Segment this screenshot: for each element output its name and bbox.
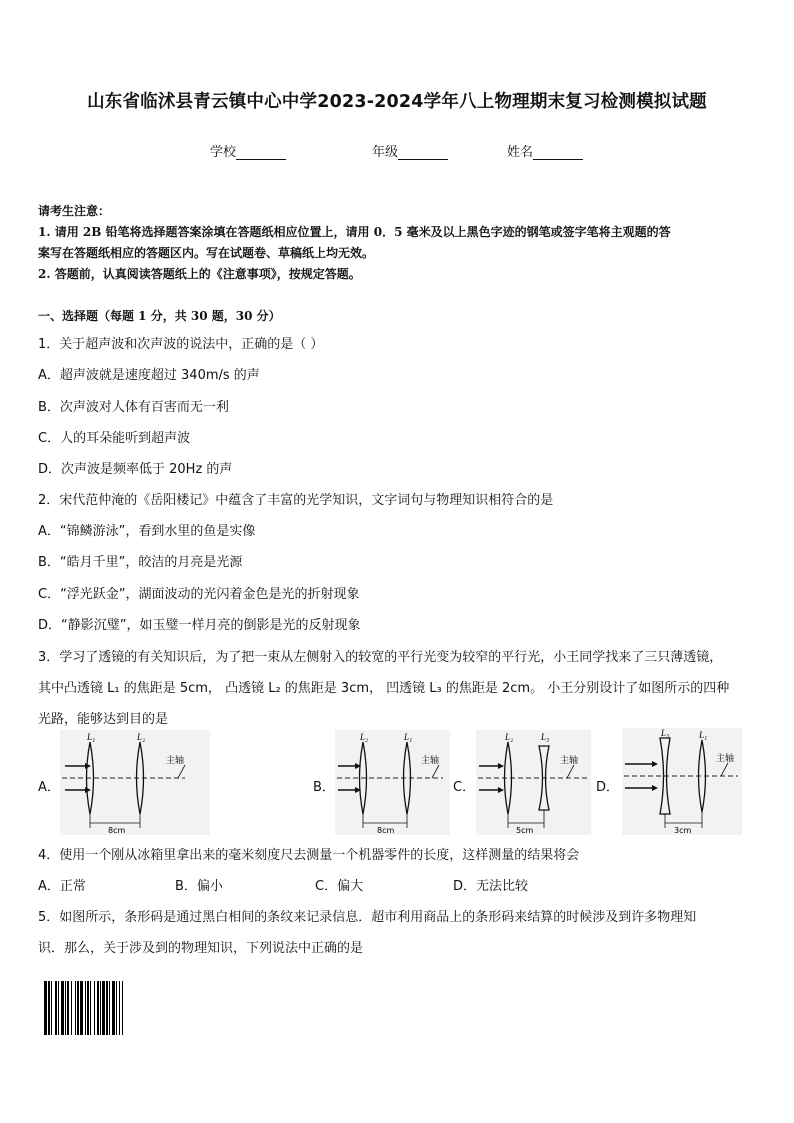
q3-diagram-b — [335, 730, 450, 835]
diagram-c-lens2-label: L₃ — [541, 732, 550, 742]
q5-stem-line2: 识．那么，关于涉及到的物理知识，下列说法中正确的是 — [38, 941, 364, 956]
q1-option-d: D．次声波是频率低于 20Hz 的声 — [38, 462, 233, 477]
school-blank — [236, 159, 286, 160]
q2-option-b: B．“皓月千里”，皎洁的月亮是光源 — [38, 555, 243, 570]
q3-diagram-a — [60, 730, 210, 835]
name-blank — [533, 159, 583, 160]
barcode-bar — [100, 981, 101, 1035]
barcode-bar — [112, 981, 115, 1035]
barcode-bar — [55, 981, 57, 1035]
barcode-bar — [48, 981, 50, 1035]
q2-option-a: A．“锦鳞游泳”，看到水里的鱼是实像 — [38, 524, 256, 539]
barcode-bar — [85, 981, 86, 1035]
barcode-bar — [87, 981, 89, 1035]
q4-option-b: B．偏小 — [175, 879, 223, 894]
q4-option-c: C．偏大 — [315, 879, 364, 894]
diagram-c-distance-label: 5cm — [516, 826, 534, 835]
q3-option-d-label: D． — [596, 780, 620, 795]
diagram-c-axis-label: 主轴 — [560, 756, 579, 766]
barcode-image — [42, 975, 187, 1037]
exam-title: 山东省临沭县青云镇中心中学2023-2024学年八上物理期末复习检测模拟试题 — [87, 92, 707, 112]
barcode-bar — [109, 981, 110, 1035]
notice-item1-line1: 1. 请用 2B 铅笔将选择题答案涂填在答题纸相应位置上，请用 0．5 毫米及以上黑色字迹的钢笔或签字笔将主观题的答 — [38, 225, 671, 239]
q1-option-a: A．超声波就是速度超过 340m/s 的声 — [38, 368, 260, 383]
q1-stem: 1．关于超声波和次声波的说法中，正确的是（ ） — [38, 337, 324, 352]
q3-option-a-label: A． — [38, 780, 60, 795]
q2-option-d: D．“静影沉璧”，如玉璧一样月亮的倒影是光的反射现象 — [38, 618, 361, 633]
barcode-bar — [94, 981, 95, 1035]
grade-blank — [398, 159, 448, 160]
q3-diagram-d — [622, 728, 742, 835]
barcode-bar — [80, 981, 83, 1035]
barcode-bar — [44, 981, 47, 1035]
barcode-bar — [75, 981, 76, 1035]
barcode-bar — [122, 981, 123, 1035]
grade-label: 年级 — [372, 145, 399, 160]
diagram-d-distance-label: 3cm — [674, 826, 692, 835]
q1-option-b: B．次声波对人体有百害而无一利 — [38, 400, 229, 415]
diagram-b-axis-label: 主轴 — [421, 756, 440, 766]
q1-option-c: C．人的耳朵能听到超声波 — [38, 431, 191, 446]
q4-option-d: D．无法比较 — [453, 879, 529, 894]
diagram-b-lens1-label: L₂ — [360, 732, 369, 742]
barcode-bar — [106, 981, 108, 1035]
q4-stem: 4．使用一个刚从冰箱里拿出来的毫米刻度尺去测量一个机器零件的长度，这样测量的结果将会 — [38, 848, 580, 863]
barcode-bar — [61, 981, 64, 1035]
q3-diagram-c — [476, 730, 591, 835]
diagram-a-lens1-label: L₁ — [87, 732, 96, 742]
notice-item2: 2. 答题前，认真阅读答题纸上的《注意事项》，按规定答题。 — [38, 267, 361, 281]
barcode-bar — [102, 981, 105, 1035]
diagram-a-lens2-label: L₂ — [137, 732, 146, 742]
barcode-bar — [77, 981, 79, 1035]
grade-field — [372, 141, 448, 160]
q3-option-b-label: B． — [313, 780, 335, 795]
q2-stem: 2．宋代范仲淹的《岳阳楼记》中蕴含了丰富的光学知识，文字词句与物理知识相符合的是 — [38, 493, 554, 508]
q2-option-c: C．“浮光跃金”，湖面波动的光闪着金色是光的折射现象 — [38, 587, 360, 602]
barcode-bar — [119, 981, 120, 1035]
notice-item1-line2: 案写在答题纸相应的答题区内。写在试题卷、草稿纸上均无效。 — [38, 246, 375, 260]
diagram-c-lens1-label: L₂ — [505, 732, 514, 742]
notice-heading: 请考生注意： — [38, 204, 111, 218]
section-heading: 一、选择题（每题 1 分，共 30 题，30 分） — [38, 309, 281, 323]
barcode-bar — [71, 981, 72, 1035]
diagram-d-axis-label: 主轴 — [716, 754, 735, 764]
barcode-bar — [97, 981, 99, 1035]
barcode-bar — [65, 981, 66, 1035]
q4-option-a: A．正常 — [38, 879, 86, 894]
diagram-a-distance-label: 8cm — [108, 826, 126, 835]
barcode-bar — [58, 981, 59, 1035]
diagram-d-lens2-label: L₁ — [699, 730, 708, 740]
diagram-b-lens2-label: L₁ — [404, 732, 413, 742]
q3-stem-line2: 其中凸透镜 L₁ 的焦距是 5cm， 凸透镜 L₂ 的焦距是 3cm， 凹透镜 L₃ 的焦距是 2cm。 小王分别设计了如图所示的四种 — [38, 681, 730, 696]
q3-option-c-label: C． — [453, 780, 476, 795]
name-field — [507, 141, 583, 160]
diagram-a-axis-label: 主轴 — [166, 756, 185, 766]
name-label: 姓名 — [507, 145, 534, 160]
barcode-bar — [67, 981, 69, 1035]
q3-stem-line1: 3．学习了透镜的有关知识后，为了把一束从左侧射入的较宽的平行光变为较窄的平行光，小王同学找来了三只薄透镜， — [38, 650, 723, 665]
barcode-bar — [90, 981, 91, 1035]
barcode-bar — [51, 981, 52, 1035]
diagram-b-distance-label: 8cm — [377, 826, 395, 835]
q5-stem-line1: 5．如图所示，条形码是通过黑白相间的条纹来记录信息．超市利用商品上的条形码来结算的时候涉及到许多物理知 — [38, 910, 697, 925]
school-field — [210, 141, 286, 160]
q3-stem-line3: 光路，能够达到目的是 — [38, 712, 169, 727]
school-label: 学校 — [210, 145, 237, 160]
diagram-d-lens1-label: L₃ — [661, 728, 670, 738]
barcode-bar — [116, 981, 117, 1035]
